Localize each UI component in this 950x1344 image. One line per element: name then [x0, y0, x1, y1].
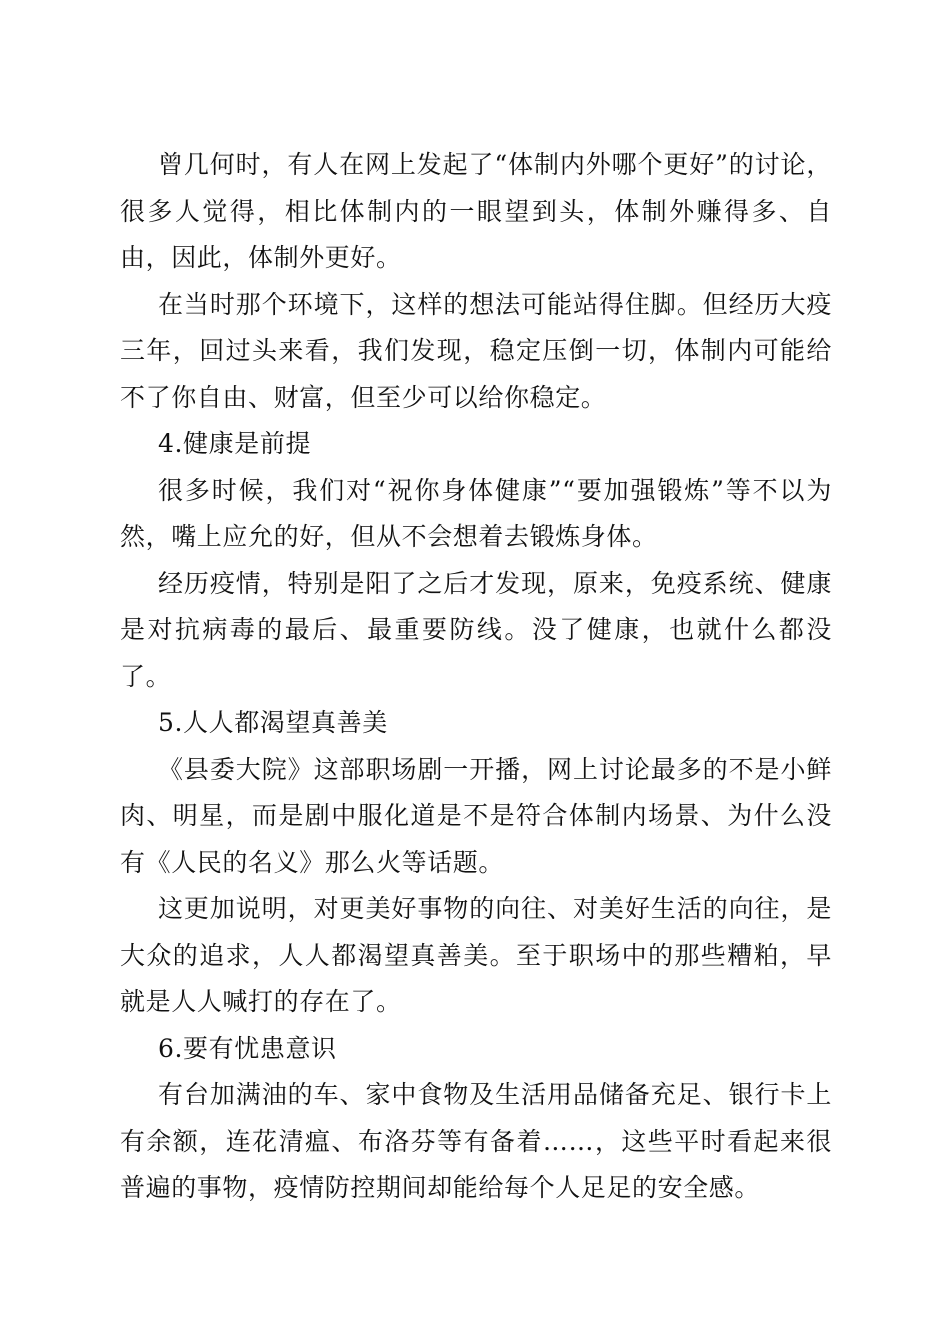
section-heading-6: 6.要有忧患意识	[158, 1033, 337, 1063]
paragraph-5: 《县委大院》这部职场剧一开播，网上讨论最多的不是小鲜肉、明星，而是剧中服化道是不是符合体制内场景、为什么没有《人民的名义》那么火等话题。	[120, 754, 832, 877]
section-heading-5: 5.人人都渴望真善美	[158, 708, 388, 737]
paragraph-2: 在当时那个环境下，这样的想法可能站得住脚。但经历大疫三年，回过头来看，我们发现，稳定压倒一切，体制内可能给不了你自由、财富，但至少可以给你稳定。	[120, 289, 832, 412]
paragraph-7: 有台加满油的车、家中食物及生活用品储备充足、银行卡上有余额，连花清瘟、布洛芬等有备着……，这些平时看起来很普遍的事物，疫情防控期间却能给每个人足足的安全感。	[120, 1080, 832, 1202]
paragraph-3: 很多时候，我们对“祝你身体健康”“要加强锻炼”等不以为然，嘴上应允的好，但从不会想着去锻炼身体。	[120, 475, 832, 551]
paragraph-4: 经历疫情，特别是阳了之后才发现，原来，免疫系统、健康是对抗病毒的最后、最重要防线。没了健康，也就什么都没了。	[120, 568, 832, 691]
document-body	[120, 142, 832, 1212]
section-heading-4: 4.健康是前提	[158, 429, 312, 458]
paragraph-6: 这更加说明，对更美好事物的向往、对美好生活的向往，是大众的追求，人人都渴望真善美。至于职场中的那些糟粕，早就是人人喊打的存在了。	[120, 894, 832, 1016]
paragraph-1: 曾几何时，有人在网上发起了“体制内外哪个更好”的讨论，很多人觉得，相比体制内的一眼望到头，体制外赚得多、自由，因此，体制外更好。	[120, 150, 832, 272]
